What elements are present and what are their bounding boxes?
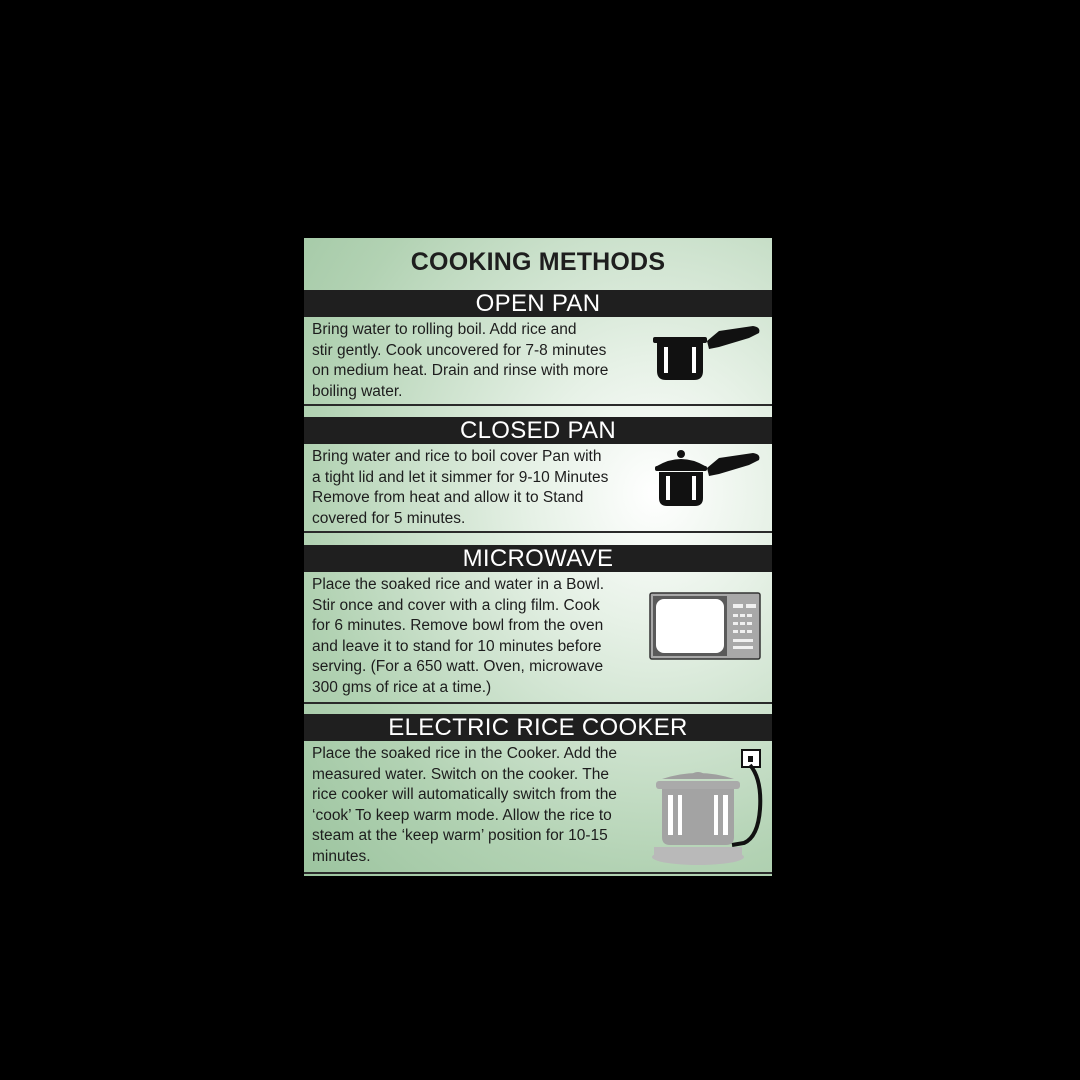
lidded-saucepan-icon — [651, 448, 766, 512]
section-body — [304, 444, 772, 533]
text-line: a tight lid and let it simmer for 9-10 Minutes — [312, 468, 609, 486]
section-body — [304, 572, 772, 704]
section-heading: OPEN PAN — [304, 290, 772, 317]
text-line: minutes. — [312, 847, 371, 865]
section-text — [312, 744, 617, 867]
section-heading: MICROWAVE — [304, 545, 772, 572]
text-line: and leave it to stand for 10 minutes before — [312, 637, 602, 655]
text-line: steam at the ‘keep warm’ position for 10-15 — [312, 827, 608, 844]
rice-cooker-icon — [650, 749, 770, 869]
section-text — [312, 320, 608, 402]
section-body — [304, 317, 772, 406]
text-line: Place the soaked rice in the Cooker. Add the — [312, 745, 618, 762]
section-microwave — [304, 545, 772, 704]
section-heading: CLOSED PAN — [304, 417, 772, 444]
microwave-icon — [649, 592, 761, 660]
text-line: for 6 minutes. Remove bowl from the oven — [312, 617, 604, 634]
text-line: Bring water and rice to boil cover Pan with — [312, 448, 602, 465]
saucepan-icon — [649, 325, 764, 385]
text-line: covered for 5 minutes. — [312, 509, 466, 527]
text-line: 300 gms of rice at a time.) — [312, 678, 492, 696]
text-line: ‘cook’ To keep warm mode. Allow the rice to — [312, 806, 612, 824]
text-line: Bring water to rolling boil. Add rice and — [312, 321, 577, 338]
text-line: on medium heat. Drain and rinse with more — [312, 362, 609, 379]
text-line: stir gently. Cook uncovered for 7-8 minutes — [312, 341, 607, 359]
text-line: Place the soaked rice and water in a Bowl. — [312, 576, 605, 593]
text-line: Stir once and cover with a cling film. Cook — [312, 596, 600, 614]
section-text — [312, 575, 604, 698]
text-line: boiling water. — [312, 382, 403, 400]
section-text — [312, 447, 608, 529]
text-line: rice cooker will automatically switch from the — [312, 786, 617, 803]
text-line: Remove from heat and allow it to Stand — [312, 489, 584, 506]
section-electric-rice-cooker — [304, 714, 772, 874]
text-line: measured water. Switch on the cooker. The — [312, 765, 609, 783]
text-line: serving. (For a 650 watt. Oven, microwave — [312, 658, 604, 675]
page-title: COOKING METHODS — [410, 248, 666, 276]
section-open-pan — [304, 290, 772, 406]
section-body — [304, 741, 772, 874]
cooking-methods-card — [304, 238, 772, 876]
section-closed-pan — [304, 417, 772, 533]
section-heading: ELECTRIC RICE COOKER — [304, 714, 772, 741]
